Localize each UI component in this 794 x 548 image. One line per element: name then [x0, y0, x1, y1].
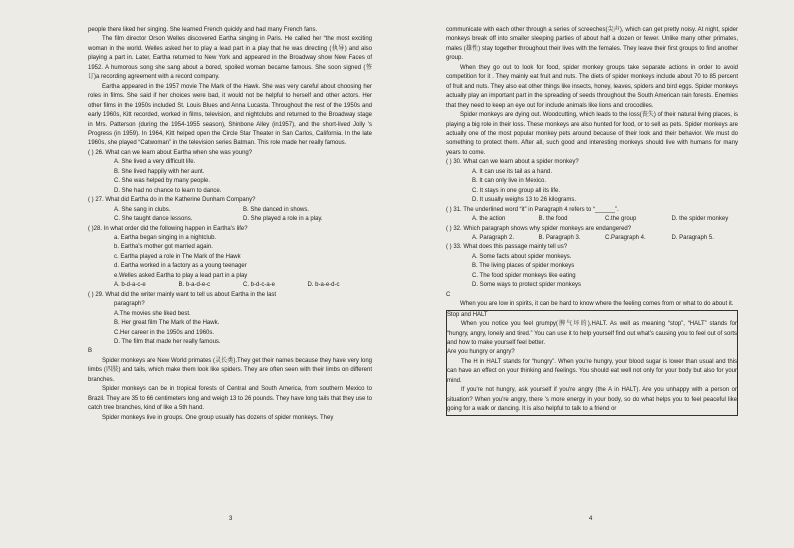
option: D. She played a role in a play.: [243, 216, 323, 223]
event-item: b. Eartha's mother got married again.: [114, 244, 213, 251]
option: B. Her great film The Mark of the Hawk.: [114, 320, 220, 327]
question-33: ( ) 33. What does this passage mainly tell us?: [446, 244, 568, 251]
passage-paragraph: Spider monkeys are dying out. Woodcutting, which leads to the loss(丧失) of their natural living places, is playing a big role in their loss. These monkeys are also hunted for food, or to sell as pets. Spider monkeys are actually one of the most popular monkey pets around because of their look and their behavior. We must do something to protect them. After all, such good and interesting monkeys should live with humans for many years to come.: [446, 112, 738, 156]
event-item: c. Eartha played a role in The Mark of the Hawk: [114, 253, 241, 260]
option: A. b-d-a-c-e: [114, 282, 146, 289]
box-subheading: Are you hungry or angry?: [447, 349, 515, 356]
halt-box: [446, 310, 738, 416]
question-30: ( ) 30. What can we learn about a spider monkey?: [446, 159, 579, 166]
option: A. She lived a very difficult life.: [114, 159, 196, 166]
option: D. The film that made her really famous.: [114, 338, 221, 345]
option: D. She had no chance to learn to dance.: [114, 187, 222, 194]
option-row: [88, 215, 372, 224]
option-row: [88, 206, 372, 215]
option: D. b-a-e-d-c: [307, 282, 340, 289]
passage-paragraph: Spider monkeys live in groups. One group usually has dozens of spider monkeys. They: [102, 414, 334, 421]
option: C.Her career in the 1950s and 1960s.: [114, 329, 215, 336]
right-page: [446, 26, 738, 416]
question-31: ( ) 31. The underlined word “it” in Paragraph 4 refers to “______”.: [446, 206, 619, 213]
option: C. She was helped by many people.: [114, 178, 211, 185]
option: A.The movies she liked best.: [114, 310, 191, 317]
option: C. b-d-c-a-e: [243, 282, 276, 289]
option: B. The living places of spider monkeys: [472, 263, 575, 270]
option: B. She lived happily with her aunt.: [114, 168, 205, 175]
option-row: [88, 281, 372, 290]
option: A. Paragraph 2.: [472, 234, 515, 241]
box-paragraph: The H in HALT stands for “hungry”. When you're hungry, your blood sugar is lower than usual and this can have an effect on your thinking and feelings. You should eat well not only for your body but also for your mind.: [447, 358, 737, 384]
event-item: d. Eartha worked in a factory as a young teenager: [114, 263, 247, 270]
passage-paragraph: When they go out to look for food, spider monkey groups take separate actions in order to avoid competition for it . They mainly eat fruit and nuts. The diets of spider monkeys include about 70 to 85 percent of fruit and nuts. They also eat other things like insects, honey, leaves, spiders and bird eggs. Spider monkeys actually play an important part in the spreading of seeds throughout the South American rain forests. Enemies that they need to keep an eye out for include animals like lions and crocodiles.: [446, 64, 738, 109]
option: A. the action: [472, 216, 506, 223]
passage-paragraph: When you are low in spirits, it can be hard to know where the feeling comes from or what to do about it.: [460, 301, 734, 308]
option: C.Paragraph 4.: [605, 234, 646, 241]
question-32: ( ) 32. Which paragraph shows why spider monkeys are endangered?: [446, 225, 632, 232]
question-28: ( )28. In what order did the following happen in Eartha's life?: [88, 225, 248, 232]
section-heading-b: B: [88, 348, 93, 355]
question-27: ( ) 27. What did Eartha do in the Katherine Dunham Company?: [88, 197, 256, 204]
box-title: Stop and HALT: [447, 311, 488, 318]
option: B. It can only live in Mexico.: [472, 178, 547, 185]
option: B. b-a-d-e-c: [178, 282, 211, 289]
box-paragraph: When you notice you feel grumpy(脾气坏的),HALT. As well as meaning “stop”, “HALT” stands for “hungry, angry, lonely and tired.” You can use it to help yourself find out what's causing you to feel out of sorts and how to make yourself feel better.: [447, 321, 737, 346]
passage-paragraph: communicate with each other through a series of screeches(尖声), which can get pretty noisy. At night, spider monkeys break off into smaller sleeping parties of about half a dozen or fewer. Unlike many other primates, males (雄性) stay together throughout their lives with the females. They leave their first groups to find another group.: [446, 27, 738, 62]
section-heading-c: C: [446, 291, 451, 298]
option: C.the group: [605, 216, 637, 223]
question-26: ( ) 26. What can we learn about Eartha when she was young?: [88, 149, 253, 156]
passage-paragraph: The film director Orson Welles discovered Eartha singing in Paris. He called her “the most exciting woman in the world. Welles asked her to play a lead part in a play that he was directing (执导) and also playing a part in. Later, Eartha returned to New York and appeared in the Broadway show New Faces of 1952. A humorous song she sang about a bored, spoiled woman became famous. She soon signed (签订)a recording agreement with a record company.: [88, 36, 372, 81]
option: A. Some facts about spider monkeys.: [472, 253, 572, 260]
passage-paragraph: Spider monkeys are New World primates (灵长类).They get their names because they have very long limbs (四肢) and tails, which make them look like spiders. They are often seen with their limbs on different branches.: [88, 357, 372, 383]
left-page: [88, 26, 372, 423]
option-row: [446, 234, 738, 243]
option: D. the spider monkey: [671, 216, 729, 223]
page-number-left: 3: [229, 516, 233, 522]
option: D. Paragraph 5.: [671, 234, 714, 241]
option: A. It can use its tail as a hand.: [472, 168, 553, 175]
option: D. Some ways to protect spider monkeys: [472, 282, 582, 289]
box-paragraph: If you're not hungry, ask yourself if you're angry (the A in HALT). Are you unhappy with a person or situation? When you're angry, there 's more energy in your body, so do what helps you to feel peaceful like going for a walk or dancing. It is also helpful to talk to a friend or: [447, 387, 737, 413]
option: C. The food spider monkeys like eating: [472, 272, 576, 279]
option: B. She danced in shows.: [243, 206, 310, 213]
option: D. It usually weighs 13 to 26 kilograms.: [472, 197, 577, 204]
passage-paragraph: Spider monkeys can be in tropical forests of Central and South America, from southern Mexico to Brazil. They are 35 to 66 centimeters long and weigh 13 to 26 pounds. They have long tails that they use to catch tree branches, kind of like a 5th hand.: [88, 386, 372, 412]
event-item: e.Welles asked Eartha to play a lead part in a play: [114, 272, 248, 279]
question-29: ( ) 29. What did the writer mainly want to tell us about Eartha in the last: [88, 291, 277, 298]
option: A. She sang in clubs.: [114, 206, 171, 213]
event-item: a. Eartha began singing in a nightclub.: [114, 234, 217, 241]
option: B. the food: [538, 216, 568, 223]
page-number-right: 4: [589, 516, 593, 522]
passage-paragraph: people there liked her singing. She learned French quickly and had many French fans.: [88, 27, 318, 33]
option-row: [446, 215, 738, 224]
option: C. It stays in one group all its life.: [472, 187, 561, 194]
option: B. Paragraph 3.: [538, 234, 581, 241]
option: C. She taught dance lessons.: [114, 216, 193, 223]
passage-paragraph: Eartha appeared in the 1957 movie The Mark of the Hawk. She was very careful about choosing her roles in films. She said if her choices were bad, it would not be helpful to herself and other actors. Her other films in the 1950s included St. Louis Blues and Anna Lucasta. Throughout the rest of the 1950s and early 1960s, Kitt recorded, worked in films, television, and nightclubs and returned to the Broadway stage in Mrs. Patterson (during the 1954-1955 season), Shinbone Alley (in1957), and the short-lived Jolly 's Progress (in 1959). In 1964, Kitt helped open the Circle Star Theater in San Carlos, California. In the late 1960s, she played “Catwoman” in the television series Batman. This role made her really famous.: [88, 83, 372, 147]
question-29-cont: paragraph?: [114, 301, 145, 308]
